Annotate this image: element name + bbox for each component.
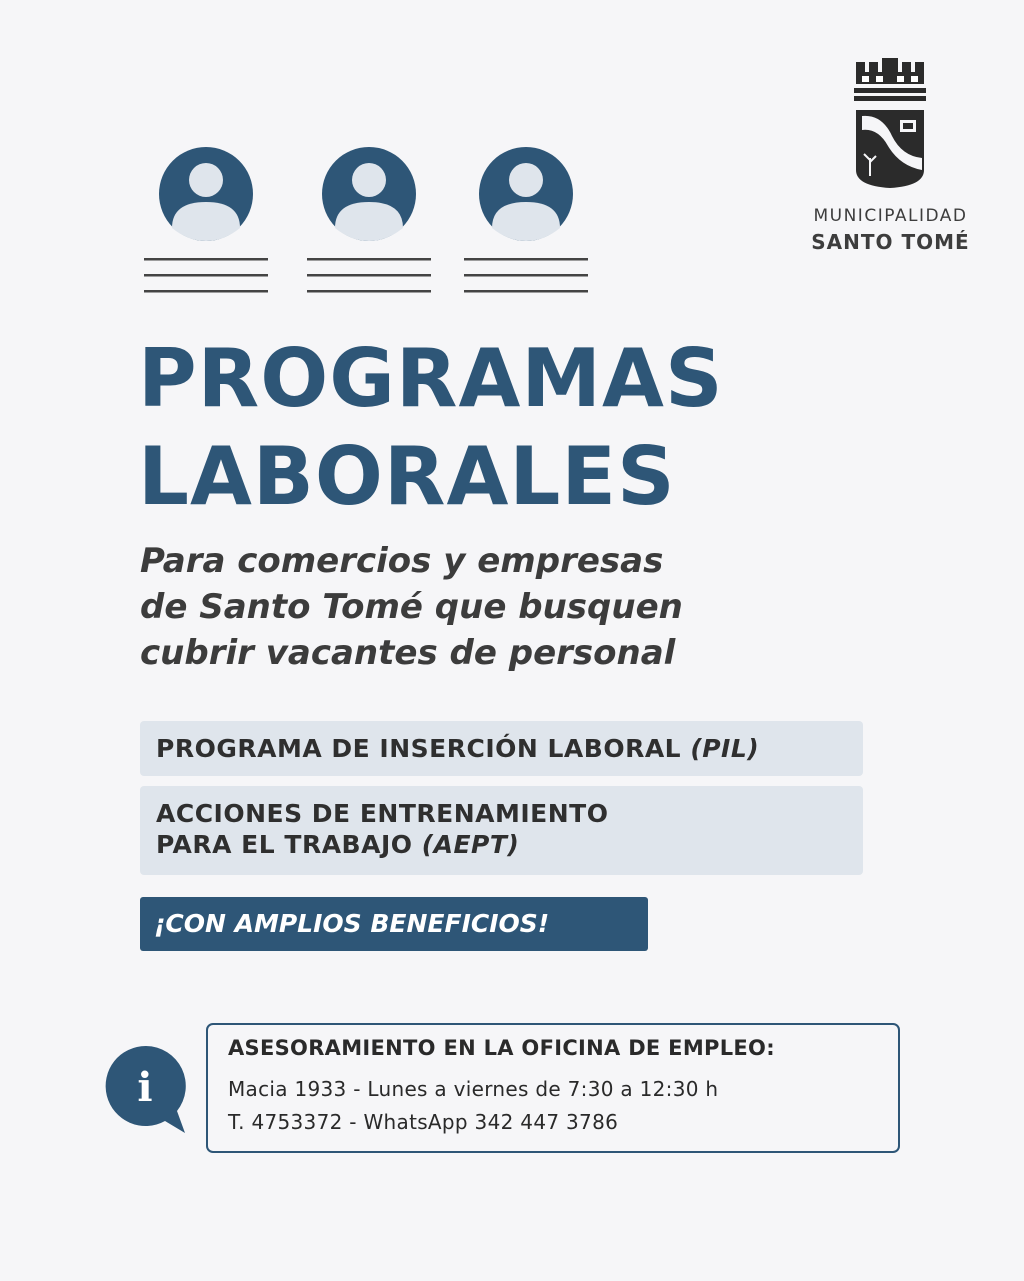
info-phone: T. 4753372 - WhatsApp 342 447 3786 xyxy=(228,1110,619,1134)
page-title xyxy=(138,330,724,526)
title-line: PROGRAMAS xyxy=(138,332,724,425)
subtitle-line: de Santo Tomé que busquen xyxy=(140,587,683,627)
program-box-pil xyxy=(140,721,863,776)
subtitle-line: cubrir vacantes de personal xyxy=(140,633,676,673)
person-avatar-icon xyxy=(158,146,254,242)
program-name: PARA EL TRABAJO xyxy=(156,830,422,859)
subtitle-line: Para comercios y empresas xyxy=(140,541,664,581)
program-acronym: (PIL) xyxy=(690,734,760,763)
info-icon xyxy=(105,1045,187,1135)
text-lines-icon xyxy=(464,256,588,296)
info-title: ASESORAMIENTO EN LA OFICINA DE EMPLEO: xyxy=(228,1036,775,1060)
benefits-banner: ¡CON AMPLIOS BENEFICIOS! xyxy=(140,897,648,951)
program-name: PROGRAMA DE INSERCIÓN LABORAL xyxy=(156,734,691,763)
title-line: LABORALES xyxy=(138,430,676,523)
info-address-hours: Macia 1933 - Lunes a viernes de 7:30 a 12:30 h xyxy=(228,1077,719,1101)
person-avatar-icon xyxy=(321,146,417,242)
program-box-aept xyxy=(140,786,863,875)
logo-city-name: SANTO TOMÉ xyxy=(811,230,970,254)
municipality-crest-logo xyxy=(852,58,928,190)
program-acronym: (AEPT) xyxy=(421,830,520,859)
person-avatar-icon xyxy=(478,146,574,242)
text-lines-icon xyxy=(144,256,268,296)
subtitle xyxy=(140,538,683,676)
text-lines-icon xyxy=(307,256,431,296)
program-name: ACCIONES DE ENTRENAMIENTO xyxy=(156,799,609,828)
info-icon-glyph: i xyxy=(137,1064,153,1111)
logo-municipality-label: MUNICIPALIDAD xyxy=(813,206,968,226)
